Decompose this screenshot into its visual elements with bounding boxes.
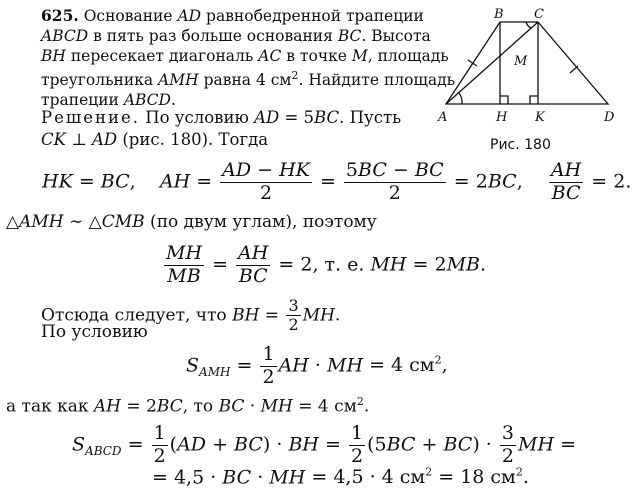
- trapezoid-figure: [432, 4, 637, 132]
- fraction-mh-mb: $\frac{MH}{MB}$: [166, 242, 203, 287]
- right-angle-h: [500, 96, 508, 104]
- problem-line-4: треугольника AMH равна 4 $см^2$. Найдите площадь: [41, 69, 456, 90]
- fraction-1-2-a: $\frac{1}{2}$: [262, 343, 275, 388]
- problem-line-5: трапеции ABCD.: [41, 91, 176, 110]
- fraction-ah-bc-2: $\frac{AH}{BC}$: [238, 242, 269, 287]
- fraction-1-2-b: $\frac{1}{2}$: [153, 422, 166, 467]
- label-b: B: [494, 7, 504, 22]
- label-d: D: [604, 110, 615, 125]
- equation-hk-ah: HK = BC, AH = $\frac{AD - HK}{2}$ = $\frac{5BC - BC}{2}$ = 2BC, $\frac{AH}{BC}$ = 2.: [42, 159, 632, 204]
- label-m: M: [514, 54, 528, 69]
- angle-arc-c: [526, 22, 531, 28]
- tick-cd: [570, 66, 578, 73]
- equation-mh-mb: $\frac{MH}{MB}$ = $\frac{AH}{BC}$ = 2, т. е. MH = 2MB.: [166, 242, 487, 287]
- fraction-1-2-c: $\frac{1}{2}$: [351, 422, 364, 467]
- equation-final: = 4,5 · BC · MH = 4,5 · 4 $см^2 = 18$ $см^2$.: [152, 466, 529, 489]
- solution-intro-line-1: Решение. По условию AD = 5BC. Пусть: [41, 108, 402, 127]
- equation-s-abcd: $S_{ABCD}$ = $\frac{1}{2}$ (AD + BC) · BH = $\frac{1}{2}$ (5BC + BC) · $\frac{3}{2}$ MH =: [72, 422, 576, 467]
- equation-s-amh: $S_{AMH}$ = $\frac{1}{2}$ AH · MH = 4 $см^2$,: [186, 343, 448, 388]
- fraction-3-2: $\frac{3}{2}$: [288, 296, 299, 335]
- problem-line-1: 625. Основание AD равнобедренной трапеции: [41, 6, 424, 25]
- right-angle-k: [530, 96, 538, 104]
- problem-line-3: BH пересекает диагональ AC в точке M, площадь: [41, 47, 449, 65]
- problem-line-2: ABCD в пять раз больше основания BC. Высота: [41, 27, 431, 45]
- label-k: K: [535, 110, 545, 125]
- since-line: а так как AH = 2BC, то BC · MH = 4 $см^2$.: [6, 395, 370, 417]
- fraction-ad-hk: $\frac{AD - HK}{2}$: [222, 159, 310, 204]
- tick-ab: [468, 60, 477, 66]
- similarity-line: △AMH ∼ △CMB (по двум углам), поэтому: [6, 212, 377, 232]
- solution-intro-line-2: CK ⊥ AD (рис. 180). Тогда: [41, 130, 269, 149]
- follows-line: Отсюда следует, что BH = $\frac{3}{2}$ MH.: [41, 296, 341, 335]
- fraction-ah-bc: $\frac{AH}{BC}$: [550, 159, 582, 204]
- label-h: H: [496, 110, 508, 125]
- figure-caption: Рис. 180: [490, 137, 551, 153]
- fraction-3-2-b: $\frac{3}{2}$: [501, 422, 514, 467]
- angle-arc-a: [459, 93, 462, 104]
- condition-line: По условию: [41, 322, 148, 342]
- problem-number: 625.: [41, 6, 79, 25]
- fraction-5bc-bc: $\frac{5BC - BC}{2}$: [345, 159, 444, 204]
- label-c: C: [534, 7, 544, 22]
- solution-heading: Решение.: [41, 108, 140, 127]
- problem-statement: [41, 6, 455, 110]
- label-a: A: [438, 110, 448, 125]
